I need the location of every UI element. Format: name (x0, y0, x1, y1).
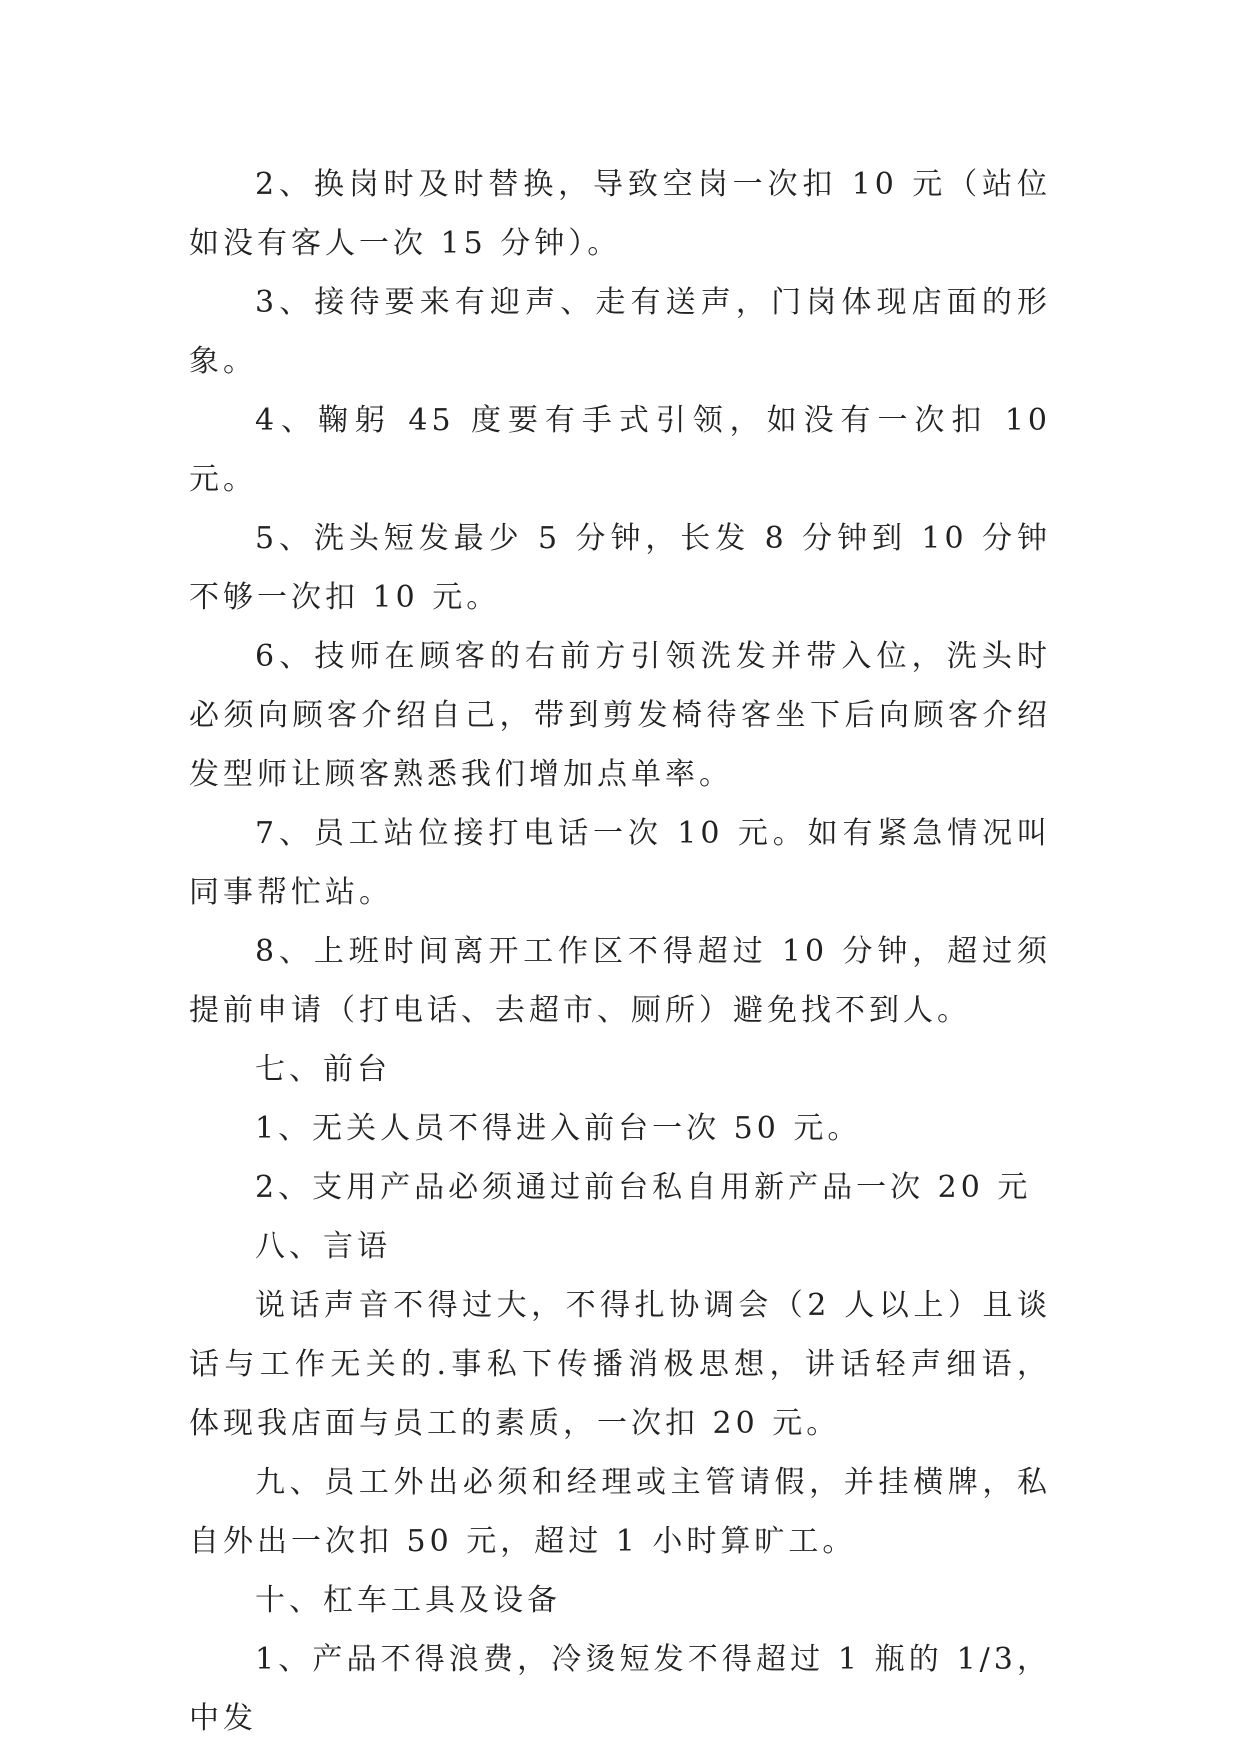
document-body (189, 155, 1051, 1748)
paragraph-greeting: 3、接待要来有迎声、走有送声，门岗体现店面的形象。 (189, 285, 1051, 379)
paragraph-going-out: 九、员工外出必须和经理或主管请假，并挂横牌，私自外出一次扣 50 元，超过 1 小时算旷工。 (189, 1465, 1051, 1559)
section-heading-tools-equipment: 十、杠车工具及设备 (255, 1583, 561, 1618)
paragraph-hair-wash-time: 5、洗头短发最少 5 分钟，长发 8 分钟到 10 分钟不够一次扣 10 元。 (189, 521, 1051, 615)
paragraph-technician-guidance: 6、技师在顾客的右前方引领洗发并带入位，洗头时必须向顾客介绍自己，带到剪发椅待客坐下后向顾客介绍发型师让顾客熟悉我们增加点单率。 (189, 639, 1051, 792)
paragraph-leave-work-area: 8、上班时间离开工作区不得超过 10 分钟，超过须提前申请（打电话、去超市、厕所）避免找不到人。 (189, 934, 1051, 1028)
paragraph-speech-rules: 说话声音不得过大，不得扎协调会（2 人以上）且谈话与工作无关的.事私下传播消极思想，讲话轻声细语，体现我店面与员工的素质，一次扣 20 元。 (189, 1288, 1051, 1441)
paragraph-product-waste: 1、产品不得浪费，冷烫短发不得超过 1 瓶的 1/3，中发 (189, 1642, 1051, 1736)
paragraph-front-desk-access: 1、无关人员不得进入前台一次 50 元。 (255, 1111, 862, 1146)
section-heading-speech: 八、言语 (255, 1229, 391, 1264)
paragraph-phone-calls: 7、员工站位接打电话一次 10 元。如有紧急情况叫同事帮忙站。 (189, 816, 1051, 910)
paragraph-shift-replacement: 2、换岗时及时替换，导致空岗一次扣 10 元（站位如没有客人一次 15 分钟）。 (189, 167, 1051, 261)
section-heading-front-desk: 七、前台 (255, 1052, 391, 1087)
paragraph-product-usage: 2、支用产品必须通过前台私自用新产品一次 20 元 (255, 1170, 1032, 1205)
paragraph-bow: 4、鞠躬 45 度要有手式引领，如没有一次扣 10 元。 (189, 403, 1051, 497)
